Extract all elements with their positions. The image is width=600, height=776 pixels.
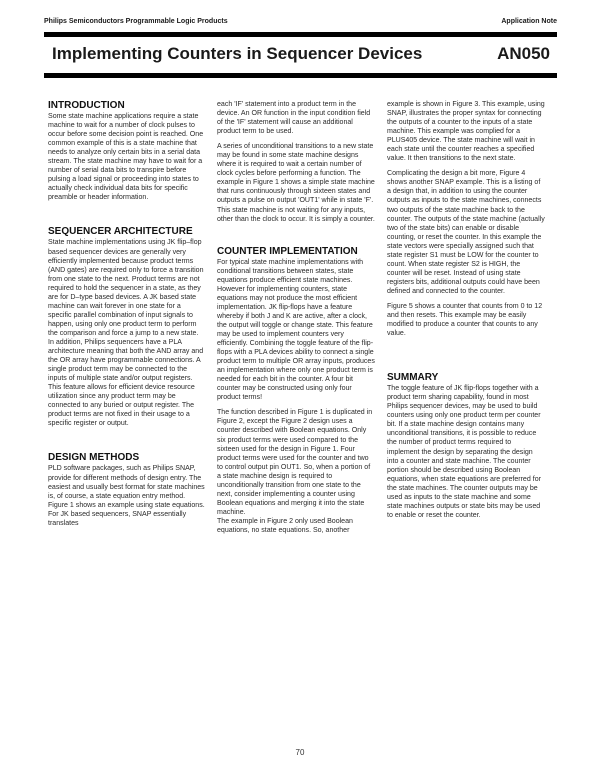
paragraph: A series of unconditional transitions to a new state may be found in some state machine designs where it is required to wait a certain number of clock cycles before performing a function. The example in Figure 1 shows a simple state machine that runs continuously through sixteen states and outputs a pulse on output 'OUT1' while in state 'F'. This state machine is not waiting for any inputs, other than the clock to occur. It is simply a counter. [217, 143, 375, 223]
paragraph: Some state machine applications require a state machine to wait for a number of clock pulses to occur before some decision point is reached. One common example of this is a state machine that needs to analyze only certain bits in a serial data stream. The state machine may have to wait for a number of serial data bits to transpire before pulsing a load signal or proceeding into states to actually check individual data bits for specific preamble or header information. [48, 113, 204, 202]
doc-type-label: Application Note [501, 18, 557, 25]
paragraph: Complicating the design a bit more, Figure 4 shows another SNAP example. This is a listing of a design that, in addition to using the counter outputs as inputs to the state machines, connects two outputs of the state machine back to the counter. The outputs of the state machine (actually two of the state bits) can enable or disable counting, or reset the counter. In this example the state vectors were specially assigned such that state register S1 must be LOW for the counter to count. When state register S2 is HIGH, the counter will be reset. Instead of using state registers bits, additional outputs could have been defined and connected to the counter. [387, 170, 545, 295]
section-design-methods [48, 452, 206, 527]
section-heading: SUMMARY [387, 372, 439, 384]
column-2 [217, 100, 375, 541]
section-heading: INTRODUCTION [48, 100, 125, 111]
section-heading: SEQUENCER ARCHITECTURE [48, 226, 193, 238]
column-1 [48, 100, 206, 534]
paragraph: For typical state machine implementations with conditional transitions between states, state equations produce efficient state machines. However for implementing counters, state equations may not produce the most efficient implementation. JK flip-flops have a feature whereby if both J and K are active, after a clock, the output will toggle or change state. This feature may be used to implement counters very efficiently. Combining the toggle feature of the flip-flops with a PLA devices ability to connect a single product term to multiple OR array inputs, produces an implementation where only one product term is needed for each bit in the counter. A four bit counter may be constructed using only four product terms! [217, 258, 375, 402]
page-number: 70 [295, 748, 305, 757]
document-number: AN050 [497, 44, 550, 63]
section-heading: COUNTER IMPLEMENTATION [217, 245, 358, 257]
company-label: Philips Semiconductors Programmable Logic Products [44, 18, 228, 25]
column-3 [387, 100, 545, 526]
header-rule-bottom [44, 73, 557, 78]
paragraph: Figure 5 shows a counter that counts from 0 to 12 and then resets. This example may be easily modified to produce a counter that counts to any value. [387, 302, 543, 338]
section-introduction [48, 100, 206, 202]
paragraph: PLD software packages, such as Philips SNAP, provide for different methods of design entry. The easiest and usually best format for state machines is, of course, a state equation entry method. Figure 1 shows an example using state equations. For JK based sequencers, SNAP essentially translates [48, 465, 205, 527]
section-sequencer-architecture [48, 226, 206, 428]
section-summary [387, 372, 545, 520]
document-title: Implementing Counters in Sequencer Devices [52, 44, 423, 63]
header-rule-top [44, 32, 557, 37]
paragraph: each 'IF' statement into a product term in the device. An OR function in the input condition field of the 'IF' statement will cause an additional product term to be used. [217, 101, 371, 136]
running-header [44, 18, 557, 25]
section-counter-implementation [217, 246, 375, 535]
paragraph: The example in Figure 2 only used Boolean equations, no state equations. So, another [217, 517, 353, 534]
paragraph: The toggle feature of JK flip-flops together with a product term sharing capability, found in most Philips sequencer devices, may be used to build counters using only one product term per counter bit. If a state machine design contains many unconditional transitions, it is possible to reduce the number of product terms required to implement the design by separating the design into a counter and state machine. The counter portion should be described using Boolean equations, when state equations are preferred for the state machines. The counter outputs may be used as inputs to the state machine and some state machines outputs or state bits may be used to enable or reset the counter. [387, 385, 541, 519]
section-heading: DESIGN METHODS [48, 452, 140, 464]
paragraph: The function described in Figure 1 is duplicated in Figure 2, except the Figure 2 design uses a counter described with Boolean equations. Only six product terms were used compared to the sixteen used for the design in Figure 1. Four product terms were used for the counter and two to control output pin OUT1. So, when a portion of a state machine design is required to unconditionally transition from one state to the next, consider implementing a counter using Boolean equations and merging it into the state machine. [217, 409, 373, 516]
paragraph: State machine implementations using JK flip–flop based sequencer devices are generally very efficiently implemented because product terms (AND gates) are required only to force a transition from one state to the next. Product terms are not required to hold the sequencer in a state, as they are for D–type based devices. A JK based state machine can wait forever in one state for a specific parallel combination of input signals to happen, using only one product term to perform the comparison and force a jump to a new state. In addition, Philips sequencers have a PLA architecture meaning that both the AND array and the OR array have programmable connections. A single product term may be connected to the inputs of multiple state and/or output registers. This feature allows for efficient device resource utilization since any product term may be connected to any buried or output register. The product terms are not fixed in their usage to a specific register or output. [48, 239, 204, 428]
paragraph: example is shown in Figure 3. This example, using SNAP, illustrates the proper syntax for connecting the outputs of a counter to the inputs of a state machine. This example was complied for a PLUS405 device. The state machine will wait in each state until the counter reaches a specified value. It then transitions to the next state. [387, 101, 545, 163]
title-row [52, 44, 550, 64]
